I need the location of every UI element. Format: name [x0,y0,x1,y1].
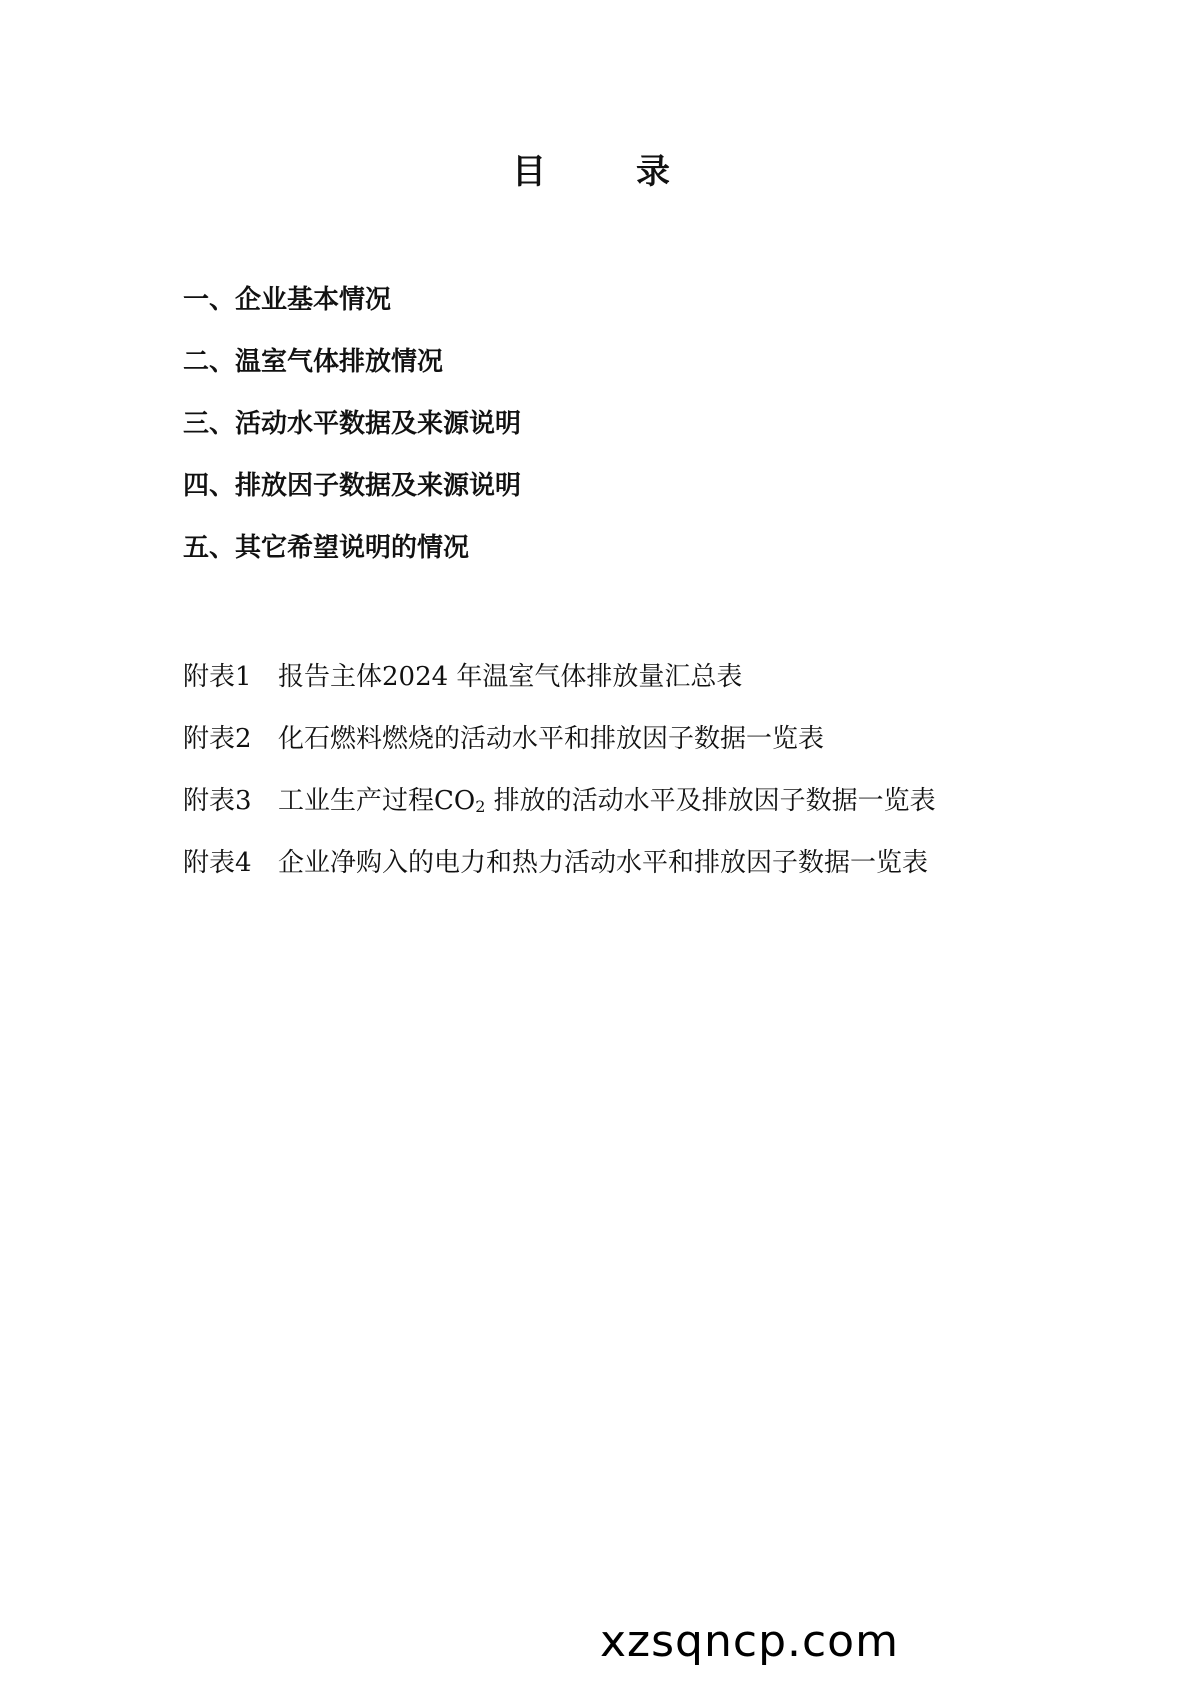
appendix-item-1 [183,661,936,693]
section-item-2: 二、温室气体排放情况 [183,347,444,377]
section-item-4: 四、排放因子数据及来源说明 [183,471,522,501]
section-item-3: 三、活动水平数据及来源说明 [183,409,522,439]
appendix-item-2 [183,723,936,755]
appendix-title-part: 排放的活动水平及排放因子数据一览表 [485,786,936,816]
appendix-label: 附表1 [183,662,252,692]
appendix-label: 附表2 [183,724,252,754]
appendix-label: 附表4 [183,848,252,878]
section-item-1: 一、企业基本情况 [183,285,392,315]
appendix-item-3 [183,785,936,817]
appendix-title: 化石燃料燃烧的活动水平和排放因子数据一览表 [278,724,825,754]
section-list [183,284,521,594]
subscript: 2 [475,797,486,816]
section-item-5: 五、其它希望说明的情况 [183,533,470,563]
appendix-item-4 [183,847,936,879]
appendix-list [183,661,936,909]
page-title: 目 录 [512,152,698,192]
appendix-label: 附表3 [183,786,252,816]
appendix-title-part: 工业生产过程CO [278,786,476,816]
appendix-title: 报告主体2024 年温室气体排放量汇总表 [278,662,743,692]
appendix-title: 企业净购入的电力和热力活动水平和排放因子数据一览表 [278,848,929,878]
watermark-text: xzsqncp.com [600,1616,899,1667]
